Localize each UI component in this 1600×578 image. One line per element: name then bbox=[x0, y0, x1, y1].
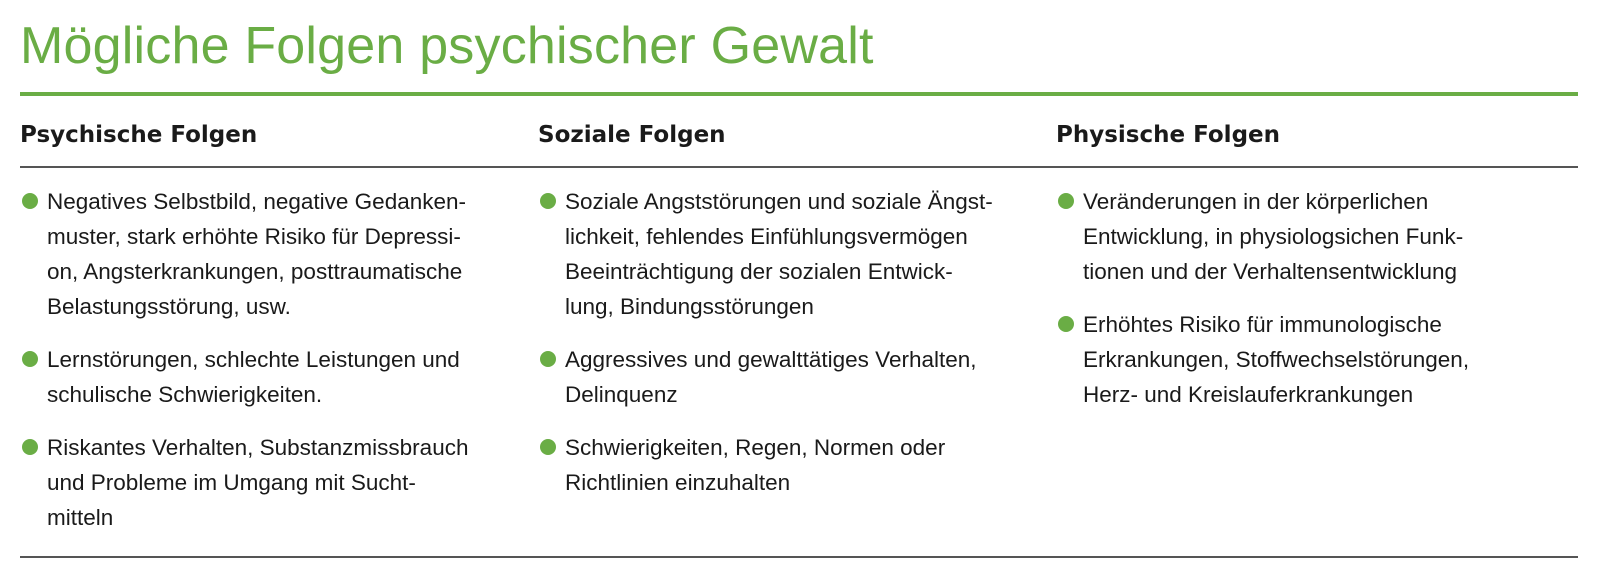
item-text-line: on, Angsterkrankungen, posttraumatische bbox=[47, 259, 463, 284]
item-text-line: mitteln bbox=[47, 505, 114, 530]
item-text-line: Schwierigkeiten, Regen, Normen oder bbox=[565, 435, 946, 460]
bottom-divider bbox=[20, 556, 1578, 558]
item-text-line: Belastungsstörung, usw. bbox=[47, 294, 291, 319]
item-text-line: lung, Bindungsstörungen bbox=[565, 294, 814, 319]
title-underline bbox=[20, 92, 1578, 96]
list-item bbox=[20, 430, 510, 535]
bullet-list bbox=[538, 184, 1028, 518]
bullet-dot-icon bbox=[22, 351, 38, 367]
item-text-line: Aggressives und gewalttätiges Verhalten, bbox=[565, 347, 977, 372]
header-divider bbox=[20, 166, 1578, 168]
bullet-list bbox=[20, 184, 510, 553]
item-text-line: Delinquenz bbox=[565, 382, 678, 407]
item-text-line: Negatives Selbstbild, negative Gedanken- bbox=[47, 189, 467, 214]
list-item bbox=[1056, 307, 1546, 412]
bullet-dot-icon bbox=[540, 351, 556, 367]
list-item bbox=[20, 184, 510, 324]
item-text-line: Lernstörungen, schlechte Leistungen und bbox=[47, 347, 460, 372]
item-text-line: und Probleme im Umgang mit Sucht- bbox=[47, 470, 416, 495]
bullet-dot-icon bbox=[540, 193, 556, 209]
column-physische-folgen bbox=[1056, 120, 1546, 407]
item-text-line: Veränderungen in der körperlichen bbox=[1083, 189, 1429, 214]
item-text-line: Herz- und Kreislauferkrankungen bbox=[1083, 382, 1414, 407]
item-text-line: Beeinträchtigung der sozialen Entwick- bbox=[565, 259, 953, 284]
column-heading: Physische Folgen bbox=[1056, 122, 1281, 148]
column-psychische-folgen bbox=[20, 120, 510, 530]
bullet-dot-icon bbox=[22, 439, 38, 455]
item-text-line: tionen und der Verhaltensentwicklung bbox=[1083, 259, 1458, 284]
column-heading: Soziale Folgen bbox=[538, 122, 726, 148]
list-item bbox=[538, 430, 1028, 500]
bullet-dot-icon bbox=[1058, 193, 1074, 209]
column-heading: Psychische Folgen bbox=[20, 122, 258, 148]
page-title: Mögliche Folgen psychischer Gewalt bbox=[20, 17, 874, 75]
item-text-line: Riskantes Verhalten, Substanzmissbrauch bbox=[47, 435, 469, 460]
document-page bbox=[20, 0, 1578, 578]
item-text-line: muster, stark erhöhte Risiko für Depressi- bbox=[47, 224, 461, 249]
bullet-dot-icon bbox=[540, 439, 556, 455]
item-text-line: Entwicklung, in physiologsichen Funk- bbox=[1083, 224, 1464, 249]
item-text-line: Erkrankungen, Stoffwechselstörungen, bbox=[1083, 347, 1470, 372]
item-text-line: schulische Schwierigkeiten. bbox=[47, 382, 323, 407]
item-text-line: Richtlinien einzuhalten bbox=[565, 470, 791, 495]
item-text-line: lichkeit, fehlendes Einfühlungsvermögen bbox=[565, 224, 968, 249]
item-text-line: Erhöhtes Risiko für immunologische bbox=[1083, 312, 1442, 337]
list-item bbox=[1056, 184, 1546, 289]
list-item bbox=[538, 342, 1028, 412]
list-item bbox=[538, 184, 1028, 324]
item-text-line: Soziale Angststörungen und soziale Ängst- bbox=[565, 189, 993, 214]
bullet-dot-icon bbox=[1058, 316, 1074, 332]
bullet-list bbox=[1056, 184, 1546, 430]
list-item bbox=[20, 342, 510, 412]
bullet-dot-icon bbox=[22, 193, 38, 209]
column-soziale-folgen bbox=[538, 120, 1028, 495]
